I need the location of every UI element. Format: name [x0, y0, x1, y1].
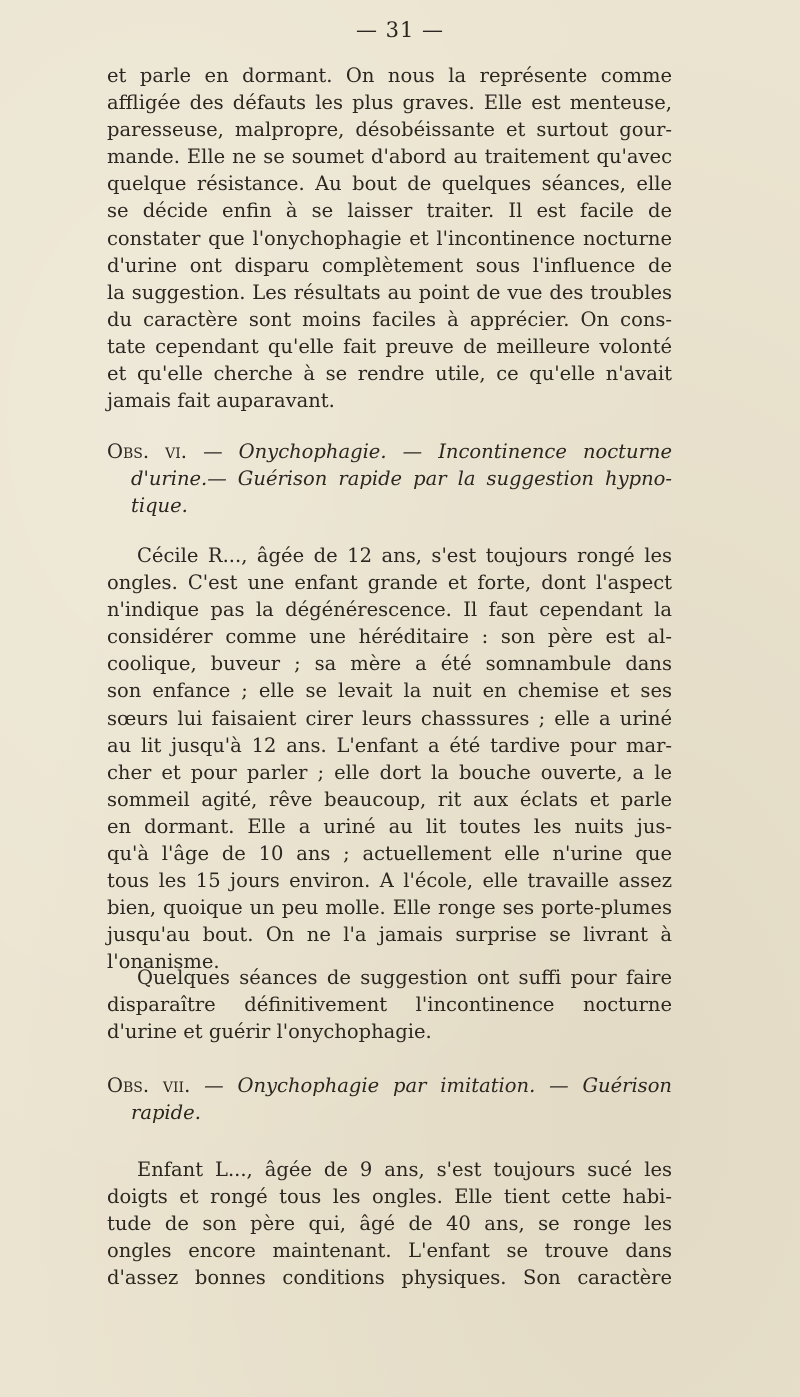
text-line: tude de son père qui, âgé de 40 ans, se ronge les [107, 1212, 672, 1236]
text-line: quelque résistance. Au bout de quelques séances, elle [107, 172, 672, 196]
paragraph-case-cecile [107, 542, 672, 976]
text-line: jusqu'au bout. On ne l'a jamais surprise se livrant à [107, 923, 672, 947]
text-line: ongles encore maintenant. L'enfant se trouve dans [107, 1239, 672, 1263]
text-line: sommeil agité, rêve beaucoup, rit aux éclats et parle [107, 787, 672, 811]
text-line: considérer comme une héréditaire : son père est al- [107, 625, 672, 649]
observation-title: — Onychophagie par imitation. — Guérison [190, 1074, 672, 1097]
text-line: d'urine ont disparu complètement sous l'influence de [107, 253, 672, 277]
observation-heading-vii [107, 1072, 672, 1126]
text-line: tous les 15 jours environ. A l'école, elle travaille assez [107, 869, 672, 893]
text-line: jamais fait auparavant. [107, 389, 335, 413]
text-line: et parle en dormant. On nous la représente comme [107, 64, 672, 87]
text-line: l'onanisme. [107, 950, 220, 974]
text-line: Quelques séances de suggestion ont suffi pour faire [137, 966, 672, 989]
observation-label: Obs. vii. [107, 1074, 191, 1097]
text-line: mande. Elle ne se soumet d'abord au traitement qu'avec [107, 145, 672, 169]
observation-title: tique. [131, 494, 188, 518]
text-line: au lit jusqu'à 12 ans. L'enfant a été tardive pour mar- [107, 733, 672, 757]
paragraph-continuation [107, 62, 672, 414]
paragraph-case-enfant-l [107, 1156, 672, 1291]
text-line: se décide enfin à se laisser traiter. Il est facile de [107, 199, 672, 223]
observation-heading-vi [107, 438, 672, 519]
text-line: ongles. C'est une enfant grande et forte, dont l'aspect [107, 571, 672, 595]
text-line: bien, quoique un peu molle. Elle ronge ses porte-plumes [107, 896, 672, 920]
text-line: en dormant. Elle a uriné au lit toutes les nuits jus- [107, 814, 672, 838]
text-line: du caractère sont moins faciles à apprécier. On cons- [107, 307, 672, 331]
page-number: — 31 — [355, 18, 445, 42]
observation-title: rapide. [131, 1101, 201, 1125]
text-line: paresseuse, malpropre, désobéissante et surtout gour- [107, 118, 672, 142]
paragraph-result [107, 964, 672, 1045]
text-line: son enfance ; elle se levait la nuit en chemise et ses [107, 679, 672, 703]
text-line: et qu'elle cherche à se rendre utile, ce qu'elle n'avait [107, 362, 672, 386]
observation-title: d'urine.— Guérison rapide par la suggestion hypno- [131, 467, 672, 491]
text-line: Enfant L..., âgée de 9 ans, s'est toujours sucé les [137, 1158, 672, 1181]
text-line: coolique, buveur ; sa mère a été somnambule dans [107, 652, 672, 676]
text-line: tate cependant qu'elle fait preuve de meilleure volonté [107, 334, 672, 358]
text-line: sœurs lui faisaient cirer leurs chasssures ; elle a uriné [107, 706, 672, 730]
text-line: disparaître définitivement l'incontinence nocturne [107, 993, 672, 1017]
text-line: constater que l'onychophagie et l'incontinence nocturne [107, 226, 672, 250]
text-line: Cécile R..., âgée de 12 ans, s'est toujours rongé les [137, 544, 672, 567]
text-line: cher et pour parler ; elle dort la bouche ouverte, a le [107, 760, 672, 784]
observation-title: — Onychophagie. — Incontinence nocturne [186, 440, 672, 463]
text-line: qu'à l'âge de 10 ans ; actuellement elle n'urine que [107, 842, 672, 866]
text-line: d'assez bonnes conditions physiques. Son caractère [107, 1266, 672, 1290]
observation-label: Obs. vi. [107, 440, 187, 463]
text-line: d'urine et guérir l'onychophagie. [107, 1020, 432, 1044]
text-line: affligée des défauts les plus graves. Elle est menteuse, [107, 91, 672, 115]
text-line: doigts et rongé tous les ongles. Elle tient cette habi- [107, 1185, 672, 1209]
text-line: n'indique pas la dégénérescence. Il faut cependant la [107, 598, 672, 622]
text-line: la suggestion. Les résultats au point de vue des troubles [107, 280, 672, 304]
